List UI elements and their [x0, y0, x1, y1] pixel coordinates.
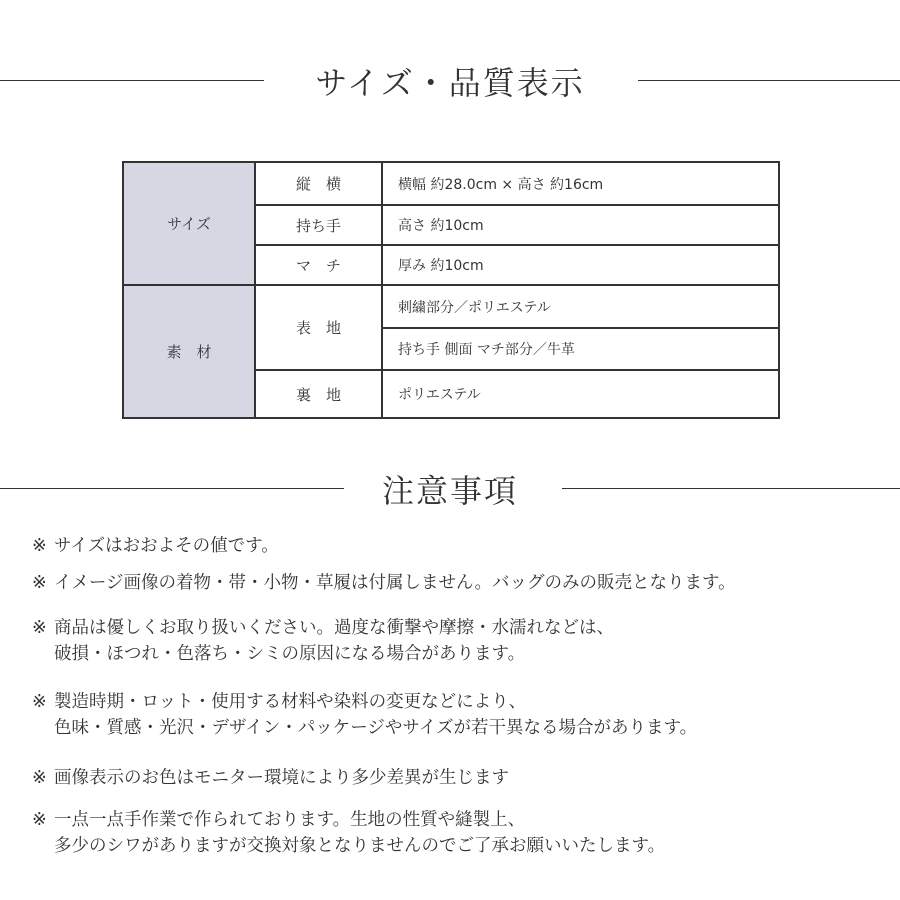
- size-group-label: サイズ: [123, 162, 255, 285]
- spec-table: [122, 161, 780, 419]
- care-notes-header: [0, 466, 900, 510]
- size-quality-title: サイズ・品質表示: [315, 64, 585, 102]
- note-mark: ※: [32, 536, 47, 556]
- note-text: サイズはおおよその値です。: [54, 536, 279, 556]
- lining-value: ポリエステル: [382, 370, 779, 418]
- list-item: [32, 615, 614, 667]
- handle-label: 持ち手: [255, 205, 382, 245]
- note-mark: ※: [32, 573, 47, 593]
- note-mark: ※: [32, 618, 47, 638]
- list-item: [32, 807, 665, 859]
- list-item: [32, 570, 736, 596]
- surface-label: 表 地: [255, 285, 382, 370]
- dimensions-label: 縦 横: [255, 162, 382, 205]
- care-notes-title: 注意事項: [381, 472, 518, 510]
- note-text-continued: 多少のシワがありますが交換対象となりませんのでご了承お願いいたします。: [54, 836, 666, 856]
- header-rule-right: [638, 80, 900, 81]
- note-text: 画像表示のお色はモニター環境により多少差異が生じます: [54, 768, 509, 788]
- gusset-value: 厚み 約10cm: [382, 245, 779, 285]
- handle-value: 高さ 約10cm: [382, 205, 779, 245]
- surface-value-leather: 持ち手 側面 マチ部分／牛革: [382, 328, 779, 370]
- dimensions-value: 横幅 約28.0cm × 高さ 約16cm: [382, 162, 779, 205]
- note-text: 製造時期・ロット・使用する材料や染料の変更などにより、: [54, 692, 527, 712]
- note-mark: ※: [32, 768, 47, 788]
- table-row: [123, 162, 779, 205]
- surface-value-embroidery: 刺繍部分／ポリエステル: [382, 285, 779, 328]
- note-mark: ※: [32, 692, 47, 712]
- note-text: 一点一点手作業で作られております。生地の性質や縫製上、: [54, 810, 526, 830]
- table-row: [123, 285, 779, 328]
- header-rule-right: [562, 488, 900, 489]
- note-mark: ※: [32, 810, 47, 830]
- list-item: [32, 765, 509, 791]
- size-quality-header: [0, 58, 900, 102]
- list-item: [32, 533, 279, 559]
- note-text: 商品は優しくお取り扱いください。過度な衝撃や摩擦・水濡れなどは、: [54, 618, 614, 638]
- list-item: [32, 689, 697, 741]
- note-text: イメージ画像の着物・帯・小物・草履は付属しません。バッグのみの販売となります。: [54, 573, 736, 593]
- lining-label: 裏 地: [255, 370, 382, 418]
- gusset-label: マ チ: [255, 245, 382, 285]
- note-text-continued: 破損・ほつれ・色落ち・シミの原因になる場合があります。: [54, 644, 526, 664]
- note-text-continued: 色味・質感・光沢・デザイン・パッケージやサイズが若干異なる場合があります。: [54, 718, 698, 738]
- material-group-label: 素 材: [123, 285, 255, 418]
